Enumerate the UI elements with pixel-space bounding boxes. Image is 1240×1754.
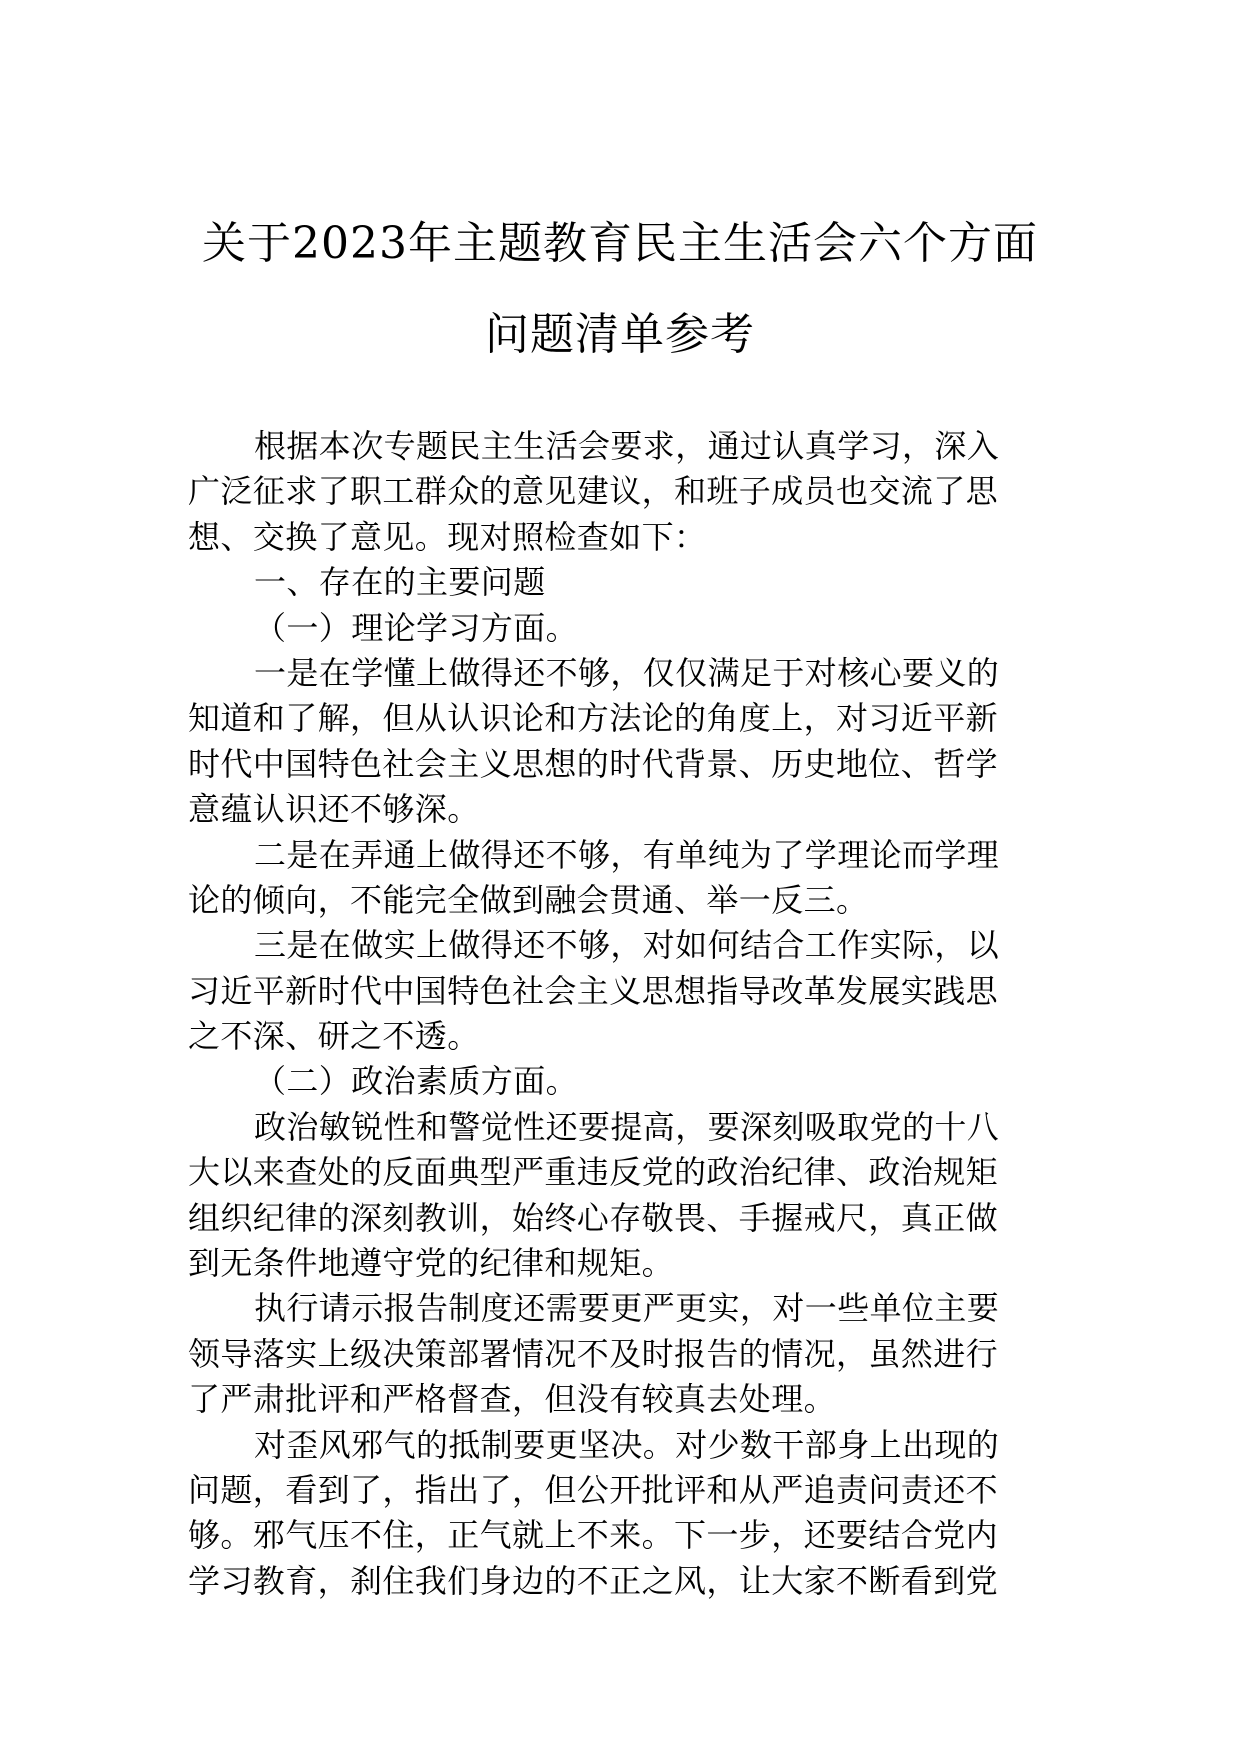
body-text-line: 了严肃批评和严格督查，但没有较真去处理。 bbox=[188, 1380, 837, 1419]
body-text-line: 时代中国特色社会主义思想的时代背景、历史地位、哲学 bbox=[188, 744, 999, 783]
document-title-line-1: 关于2023年主题教育民主生活会六个方面 bbox=[202, 218, 1038, 269]
body-text-line: 学习教育，刹住我们身边的不正之风，让大家不断看到党 bbox=[188, 1561, 999, 1600]
body-text-line: 政治敏锐性和警觉性还要提高，要深刻吸取党的十八 bbox=[254, 1107, 1000, 1146]
body-text-line: 到无条件地遵守党的纪律和规矩。 bbox=[188, 1244, 675, 1283]
body-text-line: 三是在做实上做得还不够，对如何结合工作实际，以 bbox=[254, 926, 1000, 965]
body-text-line: 想、交换了意见。现对照检查如下： bbox=[188, 517, 707, 556]
body-text-line: 二是在弄通上做得还不够，有单纯为了学理论而学理 bbox=[254, 835, 1000, 874]
body-text-line: 之不深、研之不透。 bbox=[188, 1017, 480, 1056]
document-title-line-2: 问题清单参考 bbox=[485, 309, 755, 360]
body-text-line: 广泛征求了职工群众的意见建议，和班子成员也交流了思 bbox=[188, 472, 999, 511]
body-text-line: 组织纪律的深刻教训，始终心存敬畏、手握戒尺，真正做 bbox=[188, 1198, 999, 1237]
body-text-line: （一）理论学习方面。 bbox=[254, 608, 579, 647]
body-text-line: 意蕴认识还不够深。 bbox=[188, 790, 480, 829]
body-text-line: （二）政治素质方面。 bbox=[254, 1062, 579, 1101]
body-text-line: 一、存在的主要问题 bbox=[254, 563, 546, 602]
body-text-line: 大以来查处的反面典型严重违反党的政治纪律、政治规矩 bbox=[188, 1153, 999, 1192]
body-text-line: 问题，看到了，指出了，但公开批评和从严追责问责还不 bbox=[188, 1470, 999, 1509]
body-text-line: 一是在学懂上做得还不够，仅仅满足于对核心要义的 bbox=[254, 653, 1000, 692]
document-body bbox=[188, 424, 1054, 1604]
body-text-line: 对歪风邪气的抵制要更坚决。对少数干部身上出现的 bbox=[254, 1425, 1000, 1464]
body-text-line: 执行请示报告制度还需要更严更实，对一些单位主要 bbox=[254, 1289, 1000, 1328]
body-text-line: 领导落实上级决策部署情况不及时报告的情况，虽然进行 bbox=[188, 1334, 999, 1373]
body-text-line: 够。邪气压不住，正气就上不来。下一步，还要结合党内 bbox=[188, 1516, 999, 1555]
body-text-line: 习近平新时代中国特色社会主义思想指导改革发展实践思 bbox=[188, 971, 999, 1010]
body-text-line: 知道和了解，但从认识论和方法论的角度上，对习近平新 bbox=[188, 699, 999, 738]
body-text-line: 根据本次专题民主生活会要求，通过认真学习，深入 bbox=[254, 427, 1000, 465]
body-text-line: 论的倾向，不能完全做到融会贯通、举一反三。 bbox=[188, 880, 869, 919]
